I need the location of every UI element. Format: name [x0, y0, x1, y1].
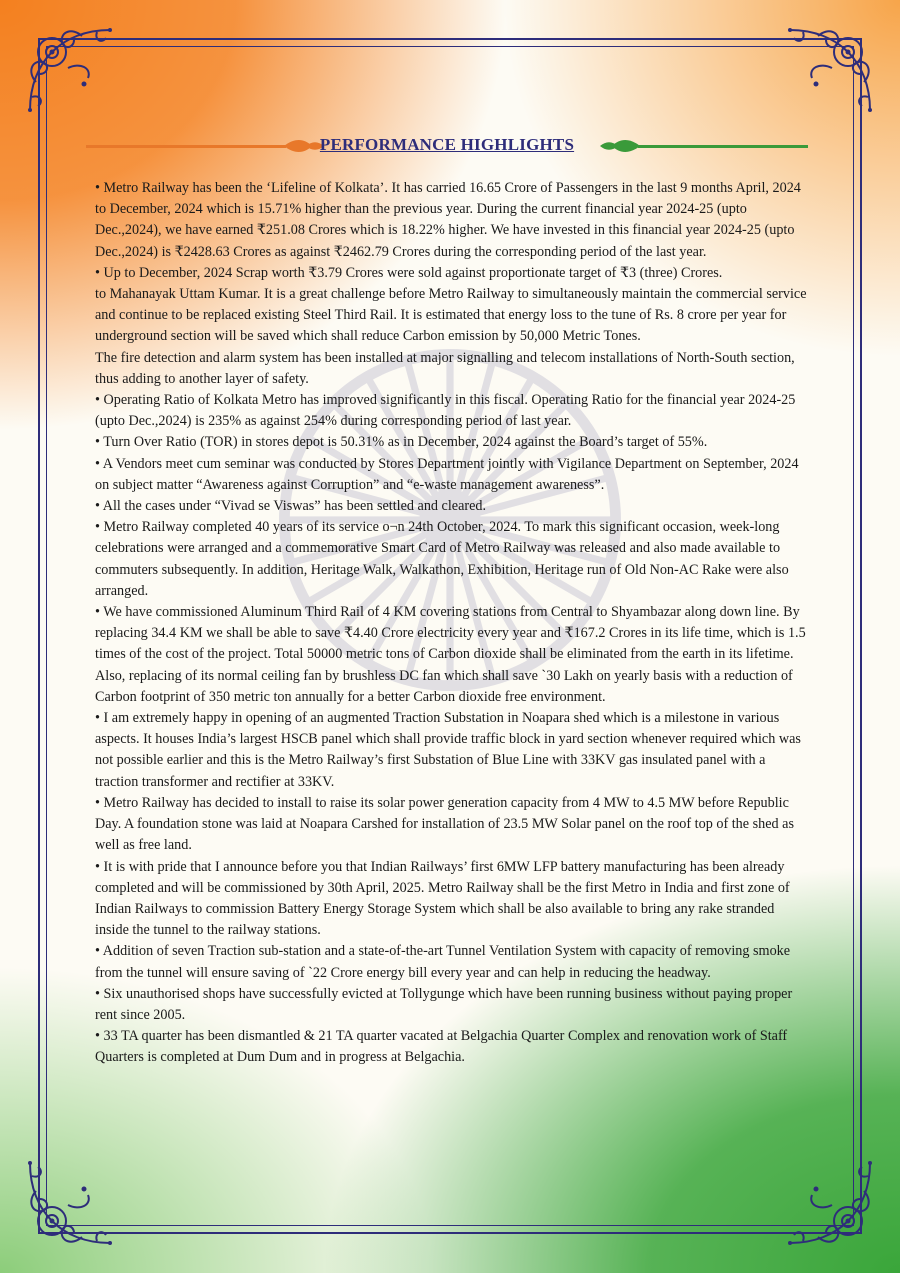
highlight-paragraph: • Up to December, 2024 Scrap worth ₹3.79 Crores were sold against proportionate target of ₹3 (three) Crores.	[95, 264, 723, 281]
highlight-paragraph: to Mahanayak Uttam Kumar. It is a great challenge before Metro Railway to simultaneously maintain the commercial service and continue to be replaced existing Steel Third Rail. It is estimated that energy loss to the tune of Rs. 8 crore per year for underground section will be saved which shall reduce Carbon emission by 50,000 Metric Tones.	[95, 286, 807, 345]
corner-ornament-top-right	[783, 22, 878, 117]
corner-ornament-top-left	[22, 22, 117, 117]
highlight-paragraph: • All the cases under “Vivad se Viswas” has been settled and cleared.	[95, 498, 487, 515]
highlight-paragraph: • Addition of seven Traction sub-station and a state-of-the-art Tunnel Ventilation System with capacity of removing smoke from the tunnel will ensure saving of `22 Crore energy bill every year and can help in reducing the headway.	[95, 943, 791, 981]
highlight-paragraph: • Metro Railway completed 40 years of its service o¬n 24th October, 2024. To mark this significant occasion, week-long celebrations were arranged and a commemorative Smart Card of Metro Railway was released and also made available to commuters subsequently. In addition, Heritage Walk, Walkathon, Exhibition, Heritage run of Old Non-AC Rake were also arranged.	[95, 519, 789, 599]
highlight-paragraph: • Metro Railway has been the ‘Lifeline of Kolkata’. It has carried 16.65 Crore of Passengers in the last 9 months April, 2024 to December, 2024 which is 15.71% higher than the previous year. During the current financial year 2024-25 (upto Dec.,2024), we have earned ₹251.08 Crores which is 18.22% higher. We have invested in this financial year 2024-25 (upto Dec.,2024) is ₹2428.63 Crores as against ₹2462.79 Crores during the corresponding period of the last year.	[95, 180, 801, 260]
leaf-ornament-right-icon	[600, 138, 640, 154]
highlight-paragraph: • A Vendors meet cum seminar was conducted by Stores Department jointly with Vigilance Department on September, 2024 on subject matter “Awareness against Corruption” and “e-waste management awareness”.	[95, 455, 799, 493]
highlight-paragraph: • Operating Ratio of Kolkata Metro has improved significantly in this fiscal. Operating Ratio for the financial year 2024-25 (upto Dec.,2024) is 235% as against 254% during corresponding period of last year.	[95, 392, 796, 430]
highlight-paragraph: • Metro Railway has decided to install to raise its solar power generation capacity from 4 MW to 4.5 MW before Republic Day. A foundation stone was laid at Noapara Carshed for installation of 23.5 MW Solar panel on the roof top of the shed as well as free land.	[95, 794, 794, 854]
heading-row	[86, 132, 808, 162]
highlight-paragraph: • I am extremely happy in opening of an augmented Traction Substation in Noapara shed which is a milestone in various aspects. It houses India’s largest HSCB panel which shall provide traffic block in yard section whenever required which was not possible earlier and this is the Metro Railway’s first Substation of Blue Line with 33KV gas insulated panel with a traction transformer and rectifier at 33KV.	[95, 710, 801, 790]
page-title: PERFORMANCE HIGHLIGHTS	[319, 135, 575, 154]
corner-ornament-bottom-right	[783, 1156, 878, 1251]
highlight-paragraph: The fire detection and alarm system has been installed at major signalling and telecom installations of North-South section, thus adding to another layer of safety.	[95, 349, 795, 387]
highlight-paragraph: • Six unauthorised shops have successfully evicted at Tollygunge which have been running business without paying proper rent since 2005.	[95, 985, 793, 1023]
highlight-paragraph: • 33 TA quarter has been dismantled & 21 TA quarter vacated at Belgachia Quarter Complex and renovation work of Staff Quarters is completed at Dum Dum and in progress at Belgachia.	[95, 1028, 788, 1066]
highlight-paragraph: • It is with pride that I announce before you that Indian Railways’ first 6MW LFP battery manufacturing has been already completed and will be commissioned by 30th April, 2025. Metro Railway shall be the first Metro in India and first zone of Indian Railways to commission Battery Energy Storage System which shall be also available to bring any rake stranded inside the tunnel to the railway stations.	[95, 858, 790, 939]
highlights-body	[95, 178, 807, 1069]
heading-divider-right	[638, 145, 808, 148]
highlight-paragraph: • We have commissioned Aluminum Third Rail of 4 KM covering stations from Central to Shyambazar along down line. By replacing 34.4 KM we shall be able to save ₹4.40 Crore electricity every year and ₹167.2 Crores in its life time, which is 1.5 times of the cost of the project. Total 50000 metric tons of Carbon dioxide shall be eliminated from the earth in its lifetime. Also, replacing of its normal ceiling fan by brushless DC fan which shall save `30 Lakh on yearly basis with a reduction of Carbon footprint of 350 metric ton annually for a better Carbon dioxide free environment.	[95, 604, 806, 705]
highlight-paragraph: • Turn Over Ratio (TOR) in stores depot is 50.31% as in December, 2024 against the Board’s target of 55%.	[95, 434, 708, 451]
corner-ornament-bottom-left	[22, 1156, 117, 1251]
